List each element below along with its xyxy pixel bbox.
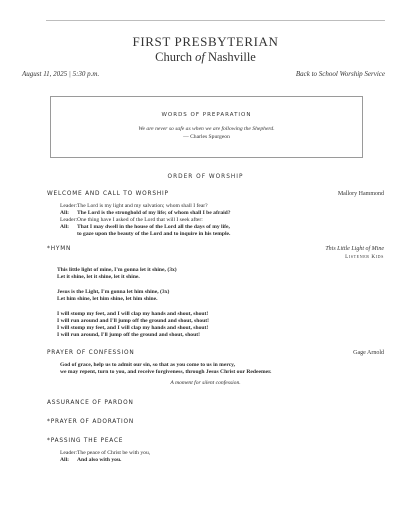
reading-line: Leader: One thing have I asked of the Lord that will I seek after: xyxy=(60,217,203,223)
pardon-heading: ASSURANCE OF PARDON xyxy=(47,400,134,406)
welcome-leader-name: Mallory Hammond xyxy=(337,191,384,197)
hymn-line: I will stomp my feet, and I will clap my hands and shout, shout! xyxy=(57,325,209,331)
hymn-verse-3 xyxy=(57,311,209,339)
hymn-verse-1 xyxy=(57,267,177,281)
preparation-attribution: — Charles Spurgeon xyxy=(183,134,230,140)
confession-prayer xyxy=(60,362,380,376)
hymn-title: This Little Light of Mine xyxy=(325,246,384,252)
prayer-line: we may repent, turn to you, and receive forgiveness, through Jesus Christ our Redeemer. xyxy=(60,369,272,375)
church-subtitle-church: Church xyxy=(155,50,196,64)
hymn-line: I will stomp my feet, and I will clap my hands and shout, shout! xyxy=(57,311,209,317)
service-name: Back to School Worship Service xyxy=(295,70,385,78)
preparation-quote: We are never so safe as when we are following the Shepherd. xyxy=(138,126,275,132)
church-subtitle-of: of xyxy=(195,50,205,64)
reading-line: to gaze upon the beauty of the Lord and to inquire in his temple. xyxy=(77,231,231,237)
hymn-line: Let him shine, let him shine, let him shine. xyxy=(57,296,158,302)
hymn-line: I will run around, I'll jump off the ground and shout, shout! xyxy=(57,332,200,338)
peace-responsive-reading xyxy=(60,450,150,464)
hymn-line: I will run around and I'll jump off the ground and shout, shout! xyxy=(57,318,209,324)
church-subtitle xyxy=(0,50,411,65)
peace-heading: *PASSING THE PEACE xyxy=(47,438,124,444)
church-subtitle-city: Nashville xyxy=(204,50,256,64)
hymn-heading: *HYMN xyxy=(47,246,72,252)
prayer-line: God of grace, help us to admit our sin, so that as you come to us in mercy, xyxy=(60,362,236,368)
service-date: August 11, 2025 | 5:30 p.m. xyxy=(22,70,100,78)
reading-line: All: The Lord is the stronghold of my life; of whom shall I be afraid? xyxy=(60,210,231,216)
hymn-line: Let it shine, let it shine, let it shine. xyxy=(57,274,140,280)
reading-line: Leader: The peace of Christ be with you, xyxy=(60,450,151,456)
reading-line: Leader: The Lord is my light and my salvation; whom shall I fear? xyxy=(60,203,208,209)
silent-confession-note: A moment for silent confession. xyxy=(170,380,241,386)
church-name: FIRST PRESBYTERIAN xyxy=(132,34,279,49)
reading-line: All: That I may dwell in the house of the Lord all the days of my life, xyxy=(60,224,230,230)
welcome-responsive-reading xyxy=(60,203,231,238)
hymn-line: This little light of mine, I'm gonna let it shine, (3x) xyxy=(57,267,177,273)
confession-heading: PRAYER OF CONFESSION xyxy=(47,350,135,356)
welcome-heading: WELCOME AND CALL TO WORSHIP xyxy=(47,191,169,197)
adoration-heading: *PRAYER OF ADORATION xyxy=(47,419,134,425)
hymn-line: Jesus is the Light, I'm gonna let him shine, (3x) xyxy=(57,289,170,295)
order-of-worship-title: ORDER OF WORSHIP xyxy=(167,174,244,180)
preparation-box xyxy=(50,96,363,158)
confession-leader-name: Gage Arnold xyxy=(353,350,384,356)
hymn-performer: Listener Kids xyxy=(345,254,384,260)
hymn-verse-2 xyxy=(57,289,169,303)
top-divider xyxy=(46,20,385,21)
preparation-title: WORDS OF PREPARATION xyxy=(161,112,252,118)
reading-line: All: And also with you. xyxy=(60,457,122,463)
